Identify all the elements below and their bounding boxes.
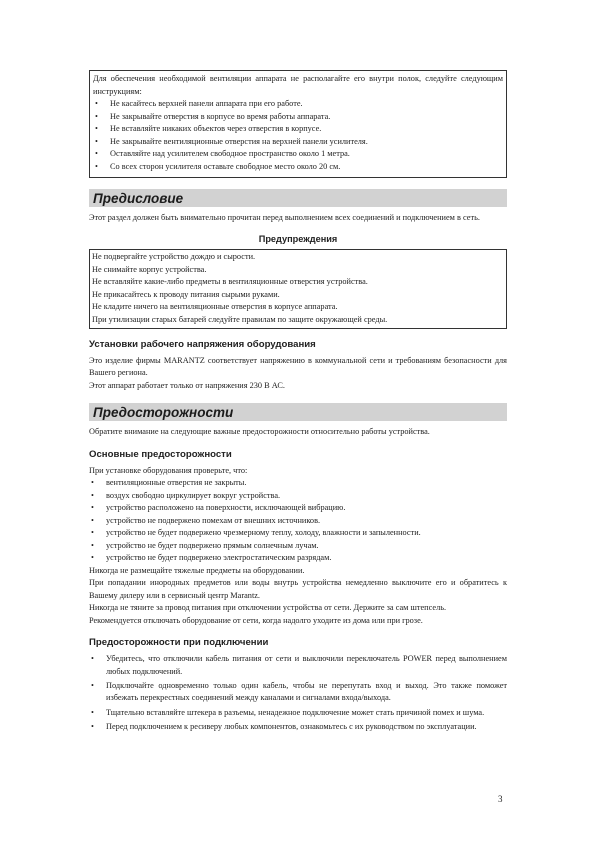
list-item: • Убедитесь, что отключили кабель питания от сети и выключили переключатель POWER перед выполнением любых подключений.: [89, 653, 507, 678]
voltage-heading: Установки рабочего напряжения оборудования: [89, 338, 316, 350]
page-number: 3: [498, 794, 503, 804]
list-item: • устройство не будет подвержено электростатическим разрядам.: [89, 552, 507, 565]
connection-heading: Предосторожности при подключении: [89, 637, 269, 649]
basic-list: [89, 477, 507, 565]
section-title-precautions: Предосторожности: [89, 403, 507, 421]
list-item: • Оставляйте над усилителем свободное пространство около 1 метра.: [93, 148, 503, 161]
voltage-text-2: Этот аппарат работает только от напряжения 230 В АС.: [89, 380, 285, 390]
list-item: • устройство не будет подвержено чрезмерному теплу, холоду, влажности и запыленности.: [89, 527, 507, 540]
list-item: • устройство расположено на поверхности, исключающей вибрацию.: [89, 502, 507, 515]
ventilation-intro: Для обеспечения необходимой вентиляции аппарата не располагайте его внутри полок, следуйте следующим инструкциям:: [93, 74, 503, 96]
list-item: • воздух свободно циркулирует вокруг устройства.: [89, 490, 507, 503]
warning-line: Не подвергайте устройство дождю и сырости.: [92, 252, 256, 262]
precautions-text: Обратите внимание на следующие важные предосторожности относительно работы устройства.: [89, 427, 430, 437]
connection-list: [89, 653, 507, 733]
basic-paragraph: Рекомендуется отключать оборудование от сети, когда надолго уходите из дома или при грозе.: [89, 615, 423, 625]
warnings-box: [89, 249, 507, 329]
page-content: [89, 70, 507, 736]
list-item: • Не вставляйте никаких объектов через отверстия в корпусе.: [93, 123, 503, 136]
warnings-heading: Предупреждения: [258, 234, 338, 245]
section-title-preface: Предисловие: [89, 189, 507, 207]
basic-paragraph: При попадании инородных предметов или воды внутрь устройства немедленно выключите его и обратитесь к Вашему дилеру или в сервисный центр Marantz.: [89, 578, 507, 600]
ventilation-list: [93, 98, 503, 174]
warning-line: Не кладите ничего на вентиляционные отверстия в корпусе аппарата.: [92, 302, 338, 312]
preface-text: Этот раздел должен быть внимательно прочитан перед выполнением всех соединений и подключением в сеть.: [89, 212, 480, 222]
warning-line: Не прикасайтесь к проводу питания сырыми руками.: [92, 289, 280, 299]
list-item: • Тщательно вставляйте штекера в разъемы, ненадежное подключение может стать причиной помех и шума.: [89, 707, 507, 719]
warning-line: Не вставляйте какие-либо предметы в вентиляционные отверстия устройства.: [92, 277, 368, 287]
warning-line: При утилизации старых батарей следуйте правилам по защите окружающей среды.: [92, 315, 388, 325]
ventilation-box: [89, 70, 507, 178]
voltage-text-1: Это изделие фирмы MARANTZ соответствует напряжению в коммунальной сети и требованиям безопасности для Вашего региона.: [89, 355, 507, 378]
list-item: • Не закрывайте вентиляционные отверстия на верхней панели усилителя.: [93, 136, 503, 149]
list-item: • Подключайте одновременно только один кабель, чтобы не перепутать вход и выход. Это также поможет избежать перекрестных соединений между каналами и сигналами входа/выхода.: [89, 680, 507, 705]
basic-intro: При установке оборудования проверьте, что:: [89, 465, 248, 475]
basic-precautions-heading: Основные предосторожности: [89, 448, 232, 460]
list-item: • устройство не будет подвержено прямым солнечным лучам.: [89, 540, 507, 553]
warning-line: Не снимайте корпус устройства.: [92, 264, 207, 274]
list-item: • Со всех сторон усилителя оставьте свободное место около 20 см.: [93, 161, 503, 174]
list-item: • Не касайтесь верхней панели аппарата при его работе.: [93, 98, 503, 111]
list-item: • устройство не подвержено помехам от внешних источников.: [89, 515, 507, 528]
basic-paragraph: Никогда не тяните за провод питания при отключении устройства от сети. Держите за сам штепсель.: [89, 603, 447, 613]
list-item: • Перед подключением к ресиверу любых компонентов, ознакомьтесь с их руководством по эксплуатации.: [89, 721, 507, 733]
list-item: • Не закрывайте отверстия в корпусе во время работы аппарата.: [93, 111, 503, 124]
list-item: • вентиляционные отверстия не закрыты.: [89, 477, 507, 490]
basic-paragraph: Никогда не размещайте тяжелые предметы на оборудовании.: [89, 565, 305, 575]
